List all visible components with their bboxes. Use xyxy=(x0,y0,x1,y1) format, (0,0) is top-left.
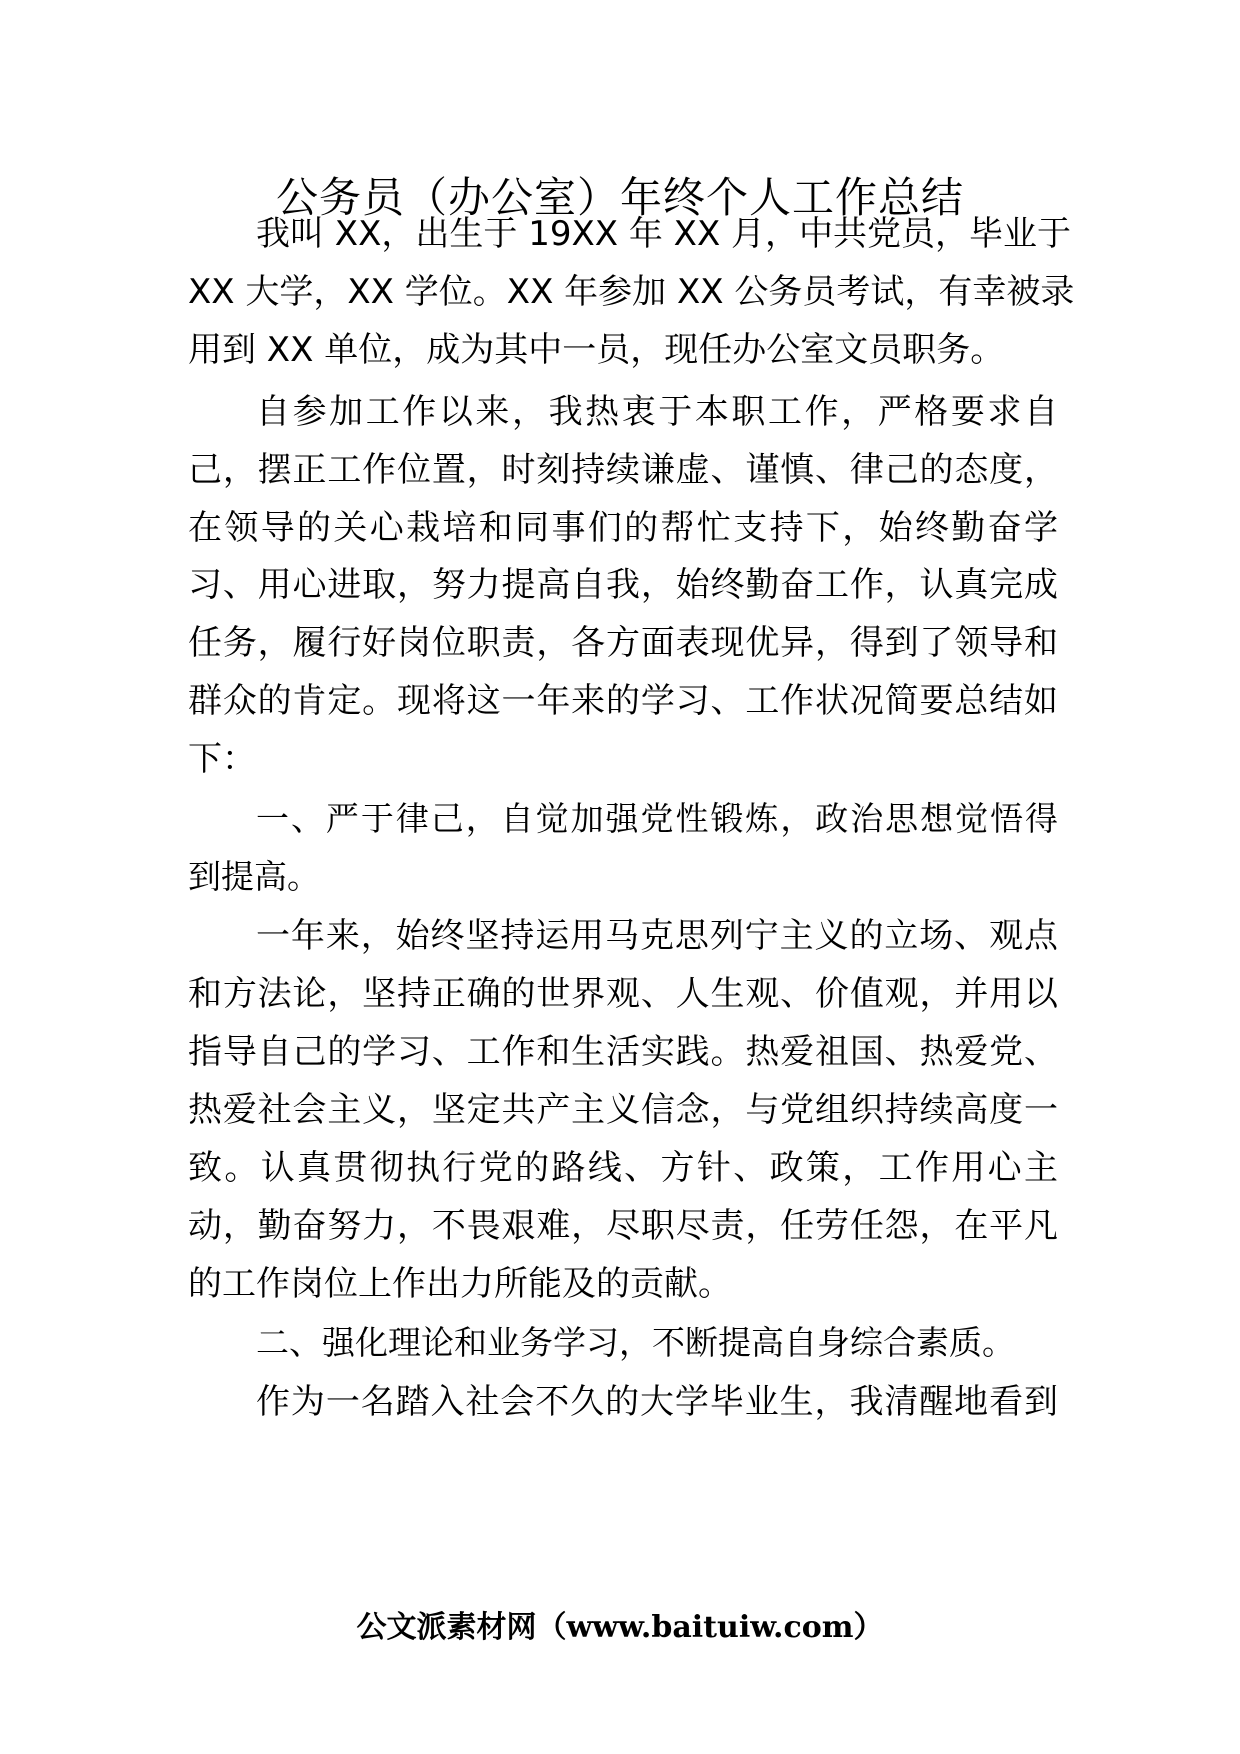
paragraph-3-line-4: 热爱社会主义，坚定共产主义信念，与党组织持续高度一 xyxy=(188,1090,1058,1130)
paragraph-2-line-5: 任务，履行好岗位职责，各方面表现优异，得到了领导和 xyxy=(188,623,1058,663)
paragraph-3-line-7: 的工作岗位上作出力所能及的贡献。 xyxy=(188,1264,732,1304)
paragraph-4-line-1: 作为一名踏入社会不久的大学毕业生，我清醒地看到 xyxy=(256,1382,1058,1422)
paragraph-1-line-2: XX 大学，XX 学位。XX 年参加 XX 公务员考试，有幸被录 xyxy=(188,272,1075,312)
paragraph-3-line-5: 致。认真贯彻执行党的路线、方针、政策，工作用心主 xyxy=(188,1148,1058,1188)
section-heading-1-line-1: 一、严于律己，自觉加强党性锻炼，政治思想觉悟得 xyxy=(256,799,1058,838)
paragraph-3-line-1: 一年来，始终坚持运用马克思列宁主义的立场、观点 xyxy=(256,916,1058,956)
paragraph-2-line-2: 己，摆正工作位置，时刻持续谦虚、谨慎、律己的态度， xyxy=(188,450,1058,490)
paragraph-2-line-6: 群众的肯定。现将这一年来的学习、工作状况简要总结如 xyxy=(188,681,1058,721)
paragraph-2-line-3: 在领导的关心栽培和同事们的帮忙支持下，始终勤奋学 xyxy=(188,508,1058,548)
paragraph-2-line-4: 习、用心进取，努力提高自我，始终勤奋工作，认真完成 xyxy=(188,565,1058,605)
footer-source: 公文派素材网（www.baituiw.com） xyxy=(356,1610,884,1645)
paragraph-3-line-3: 指导自己的学习、工作和生活实践。热爱祖国、热爱党、 xyxy=(188,1032,1058,1072)
section-heading-2: 二、强化理论和业务学习，不断提高自身综合素质。 xyxy=(256,1323,1015,1362)
paragraph-3-line-6: 动，勤奋努力，不畏艰难，尽职尽责，任劳任怨，在平凡 xyxy=(188,1206,1058,1246)
paragraph-3-line-2: 和方法论，坚持正确的世界观、人生观、价值观，并用以 xyxy=(188,974,1058,1014)
section-heading-1-line-2: 到提高。 xyxy=(188,857,320,896)
paragraph-2-line-7: 下： xyxy=(188,739,256,779)
paragraph-1-line-3: 用到 XX 单位，成为其中一员，现任办公室文员职务。 xyxy=(188,330,1005,370)
document-title: 公务员（办公室）年终个人工作总结 xyxy=(275,173,964,222)
paragraph-2-line-1: 自参加工作以来，我热衷于本职工作，严格要求自 xyxy=(256,392,1058,432)
paragraph-1-line-1: 我叫 XX，出生于 19XX 年 XX 月，中共党员，毕业于 xyxy=(256,214,1072,254)
